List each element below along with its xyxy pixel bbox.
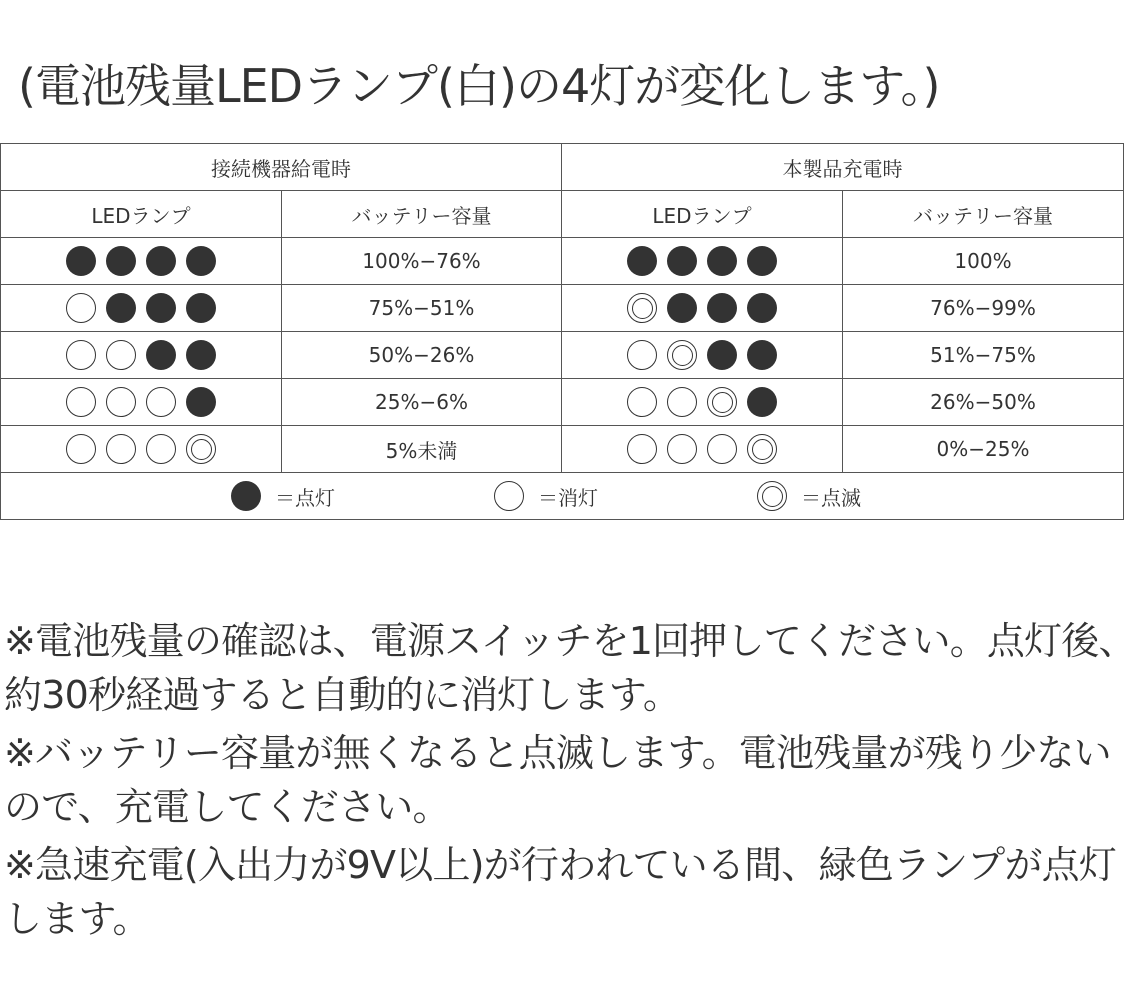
note-fast-charge: ※急速充電(入出力が9V以上)が行われている間、緑色ランプが点灯します。 (4, 843, 1117, 941)
lamp-on-icon (146, 246, 176, 276)
lamp-on-icon (667, 246, 697, 276)
lamp-off-icon (106, 340, 136, 370)
led-lamp-group (66, 434, 216, 464)
lamp-off-icon (494, 481, 524, 511)
led-lamp-group (627, 340, 777, 370)
lamp-off-icon (667, 434, 697, 464)
lamp-blink-icon (707, 387, 737, 417)
self-capacity-cell: 0%−25% (843, 426, 1124, 473)
lamp-off-icon (146, 387, 176, 417)
table-body (1, 238, 1124, 473)
lamp-off-icon (146, 434, 176, 464)
page-title: (電池残量LEDランプ(白)の4灯が変化します。) (18, 59, 940, 113)
lamp-off-icon (106, 387, 136, 417)
lamp-blink-icon (757, 481, 787, 511)
lamp-on-icon (747, 340, 777, 370)
note-low-battery: ※バッテリー容量が無くなると点滅します。電池残量が残り少ないので、充電してください。 (4, 731, 1111, 829)
device-capacity-cell: 100%−76% (282, 238, 562, 285)
led-lamp-group (66, 246, 216, 276)
lamp-off-icon (66, 340, 96, 370)
self-lamps-cell (562, 379, 843, 426)
legend-item-on (231, 481, 335, 511)
led-lamp-group (66, 387, 216, 417)
lamp-blink-icon (186, 434, 216, 464)
lamp-on-icon (106, 246, 136, 276)
column-header-led-lamp: LEDランプ (1, 191, 282, 238)
legend-item-off (494, 481, 598, 511)
table-row (1, 285, 1124, 332)
column-header-capacity: バッテリー容量 (843, 191, 1124, 238)
led-lamp-group (627, 293, 777, 323)
lamp-blink-icon (747, 434, 777, 464)
group-header-self-charging: 本製品充電時 (562, 144, 1124, 191)
lamp-on-icon (747, 387, 777, 417)
lamp-off-icon (627, 434, 657, 464)
device-lamps-cell (1, 332, 282, 379)
legend-item-blink (757, 481, 861, 511)
self-lamps-cell (562, 426, 843, 473)
lamp-on-icon (747, 246, 777, 276)
device-lamps-cell (1, 426, 282, 473)
note-battery-check: ※電池残量の確認は、電源スイッチを1回押してください。点灯後、約30秒経過すると自動的に消灯します。 (4, 619, 1136, 717)
lamp-on-icon (627, 246, 657, 276)
lamp-blink-icon (627, 293, 657, 323)
lamp-off-icon (627, 340, 657, 370)
column-header-led-lamp: LEDランプ (562, 191, 843, 238)
device-capacity-cell: 5%未満 (282, 426, 562, 473)
lamp-off-icon (106, 434, 136, 464)
lamp-on-icon (707, 340, 737, 370)
table-row (1, 238, 1124, 285)
notes (4, 614, 1136, 950)
lamp-off-icon (707, 434, 737, 464)
device-lamps-cell (1, 238, 282, 285)
lamp-blink-icon (667, 340, 697, 370)
lamp-on-icon (231, 481, 261, 511)
self-lamps-cell (562, 238, 843, 285)
battery-led-table (0, 143, 1124, 520)
lamp-on-icon (707, 246, 737, 276)
led-lamp-group (66, 293, 216, 323)
legend-cell (1, 473, 1124, 520)
column-header-capacity: バッテリー容量 (282, 191, 562, 238)
self-capacity-cell: 26%−50% (843, 379, 1124, 426)
lamp-on-icon (186, 387, 216, 417)
lamp-on-icon (667, 293, 697, 323)
lamp-on-icon (186, 340, 216, 370)
legend-label-off: ＝消灯 (538, 485, 598, 510)
self-lamps-cell (562, 285, 843, 332)
device-capacity-cell: 25%−6% (282, 379, 562, 426)
self-capacity-cell: 51%−75% (843, 332, 1124, 379)
led-lamp-group (627, 387, 777, 417)
legend-label-blink: ＝点滅 (801, 485, 861, 510)
lamp-off-icon (66, 434, 96, 464)
legend (1, 473, 1123, 519)
lamp-on-icon (146, 293, 176, 323)
lamp-on-icon (66, 246, 96, 276)
lamp-off-icon (66, 293, 96, 323)
self-capacity-cell: 100% (843, 238, 1124, 285)
table-row (1, 379, 1124, 426)
table-row (1, 332, 1124, 379)
led-lamp-group (66, 340, 216, 370)
lamp-on-icon (186, 293, 216, 323)
lamp-on-icon (707, 293, 737, 323)
lamp-off-icon (66, 387, 96, 417)
device-lamps-cell (1, 285, 282, 332)
device-lamps-cell (1, 379, 282, 426)
table-row (1, 426, 1124, 473)
group-header-device-supply: 接続機器給電時 (1, 144, 562, 191)
device-capacity-cell: 50%−26% (282, 332, 562, 379)
self-lamps-cell (562, 332, 843, 379)
led-lamp-group (627, 434, 777, 464)
legend-row (1, 473, 1124, 520)
lamp-on-icon (747, 293, 777, 323)
led-lamp-group (627, 246, 777, 276)
lamp-off-icon (627, 387, 657, 417)
lamp-on-icon (146, 340, 176, 370)
device-capacity-cell: 75%−51% (282, 285, 562, 332)
lamp-off-icon (667, 387, 697, 417)
self-capacity-cell: 76%−99% (843, 285, 1124, 332)
lamp-on-icon (106, 293, 136, 323)
lamp-on-icon (186, 246, 216, 276)
legend-label-on: ＝点灯 (275, 485, 335, 510)
